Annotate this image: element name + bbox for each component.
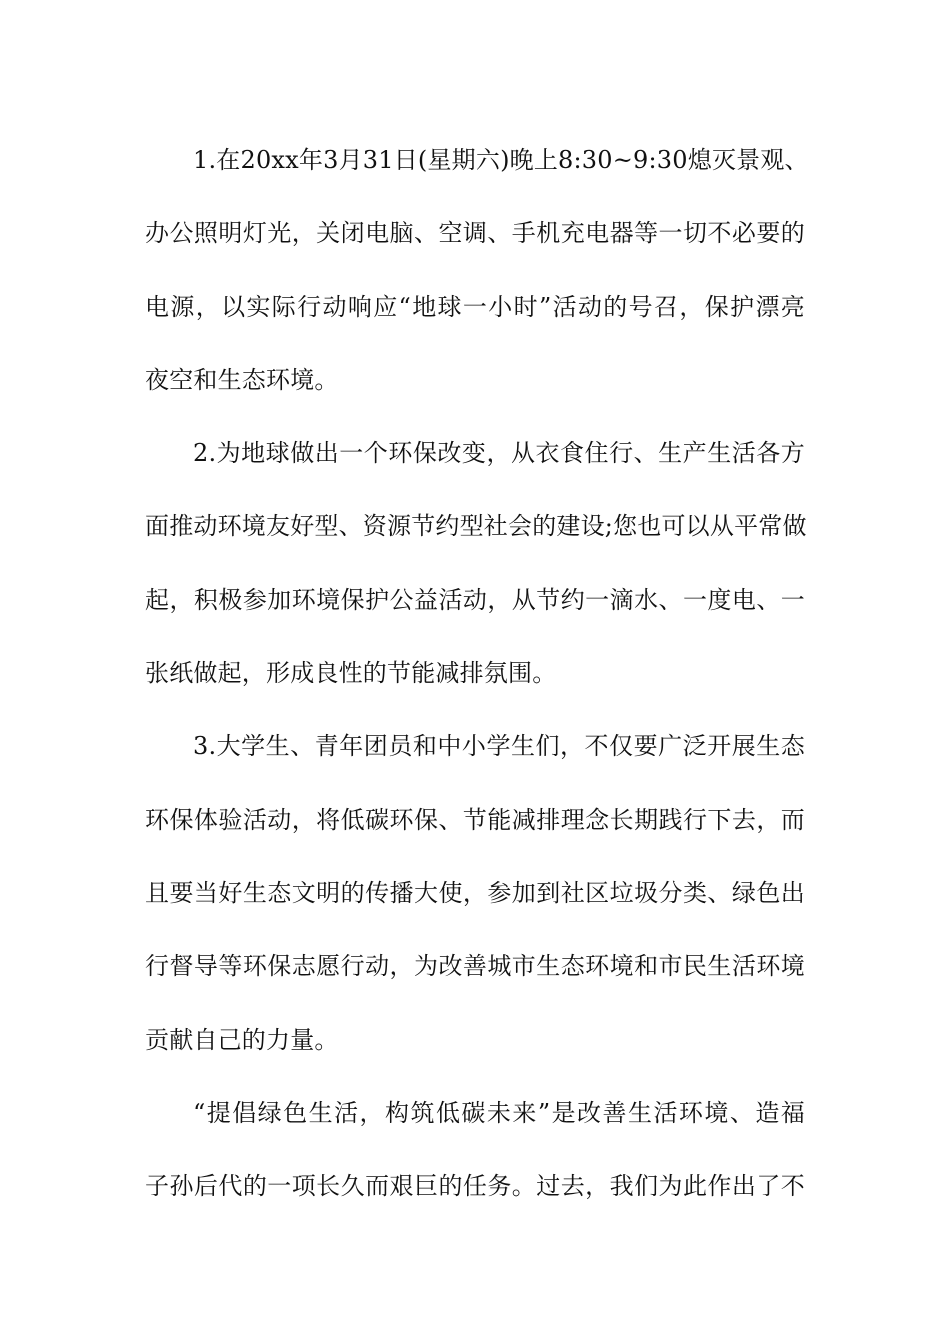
text-line: 面推动环境友好型、资源节约型社会的建设;您也可以从平常做: [145, 512, 807, 541]
text-line: 贡献自己的力量。: [145, 1025, 339, 1054]
text-line: 环保体验活动，将低碳环保、节能减排理念长期践行下去，而: [145, 805, 805, 834]
text-line: “提倡绿色生活，构筑低碳未来”是改善生活环境、造福: [193, 1098, 805, 1127]
text-line: 张纸做起，形成良性的节能减排氛围。: [145, 659, 557, 688]
paragraph-item-3: [145, 710, 805, 1076]
text-line: 且要当好生态文明的传播大使，参加到社区垃圾分类、绿色出: [145, 878, 805, 907]
paragraph-item-2: [145, 417, 805, 710]
text-line: 办公照明灯光，关闭电脑、空调、手机充电器等一切不必要的: [145, 219, 805, 248]
paragraph-item-1: [145, 124, 809, 417]
text-line: 3.大学生、青年团员和中小学生们，不仅要广泛开展生态: [193, 732, 805, 761]
text-line: 2.为地球做出一个环保改变，从衣食住行、生产生活各方: [193, 439, 805, 468]
paragraph-closing: [145, 1077, 805, 1224]
text-line: 1.在20xx年3月31日(星期六)晚上8:30~9:30熄灭景观、: [193, 146, 809, 174]
text-line: 夜空和生态环境。: [145, 365, 339, 394]
text-line: 电源，以实际行动响应“地球一小时”活动的号召，保护漂亮: [145, 292, 805, 321]
text-line: 子孙后代的一项长久而艰巨的任务。过去，我们为此作出了不: [145, 1172, 805, 1201]
document-body: [145, 124, 809, 1223]
text-line: 起，积极参加环境保护公益活动，从节约一滴水、一度电、一: [145, 585, 805, 614]
text-line: 行督导等环保志愿行动，为改善城市生态环境和市民生活环境: [145, 952, 805, 981]
